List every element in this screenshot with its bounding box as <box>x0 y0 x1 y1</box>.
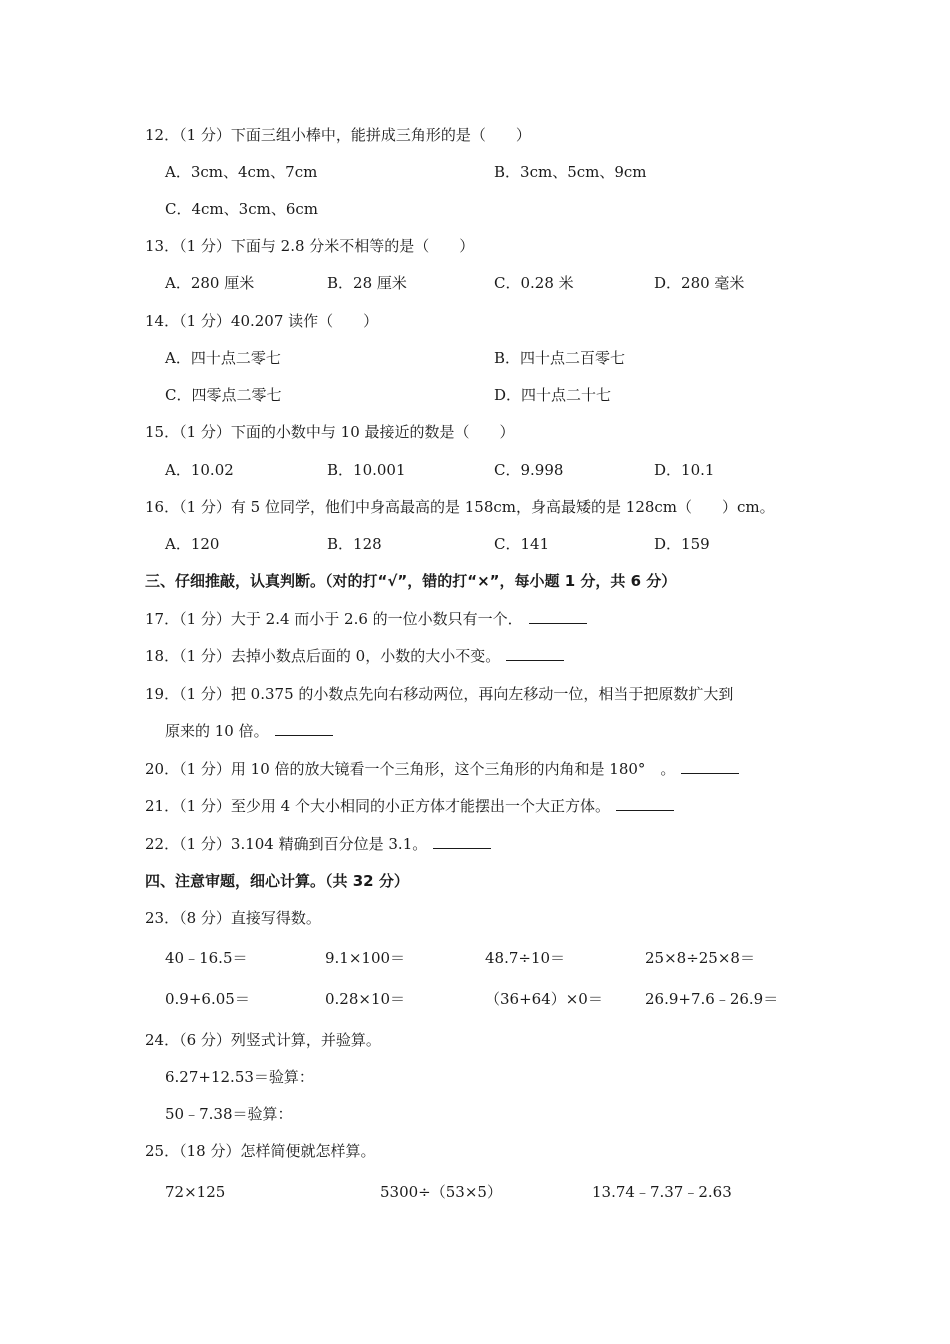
question-13-option-c: C．0.28 米 <box>494 274 574 292</box>
calc-item: 0.28×10＝ <box>325 990 406 1008</box>
question-14-option-a: A．四十点二零七 <box>165 349 281 367</box>
question-13-stem: 13．（1 分）下面与 2.8 分米不相等的是（ ） <box>145 237 475 255</box>
question-24-item-2: 50﹣7.38＝验算： <box>165 1105 293 1123</box>
question-20 <box>145 759 739 779</box>
question-23-stem: 23．（8 分）直接写得数。 <box>145 909 321 927</box>
question-19 <box>145 684 733 704</box>
calc-item: 0.9+6.05＝ <box>165 990 250 1008</box>
calc-item: 26.9+7.6﹣26.9＝ <box>645 990 779 1008</box>
question-14-option-c: C．四零点二零七 <box>165 386 282 404</box>
calc-item: 9.1×100＝ <box>325 949 406 967</box>
calc-item: （36+64）×0＝ <box>485 990 603 1008</box>
question-16-option-c: C．141 <box>494 535 550 553</box>
answer-blank[interactable] <box>529 609 587 624</box>
question-15-option-c: C．9.998 <box>494 461 564 479</box>
question-14-option-d: D．四十点二十七 <box>494 386 612 404</box>
answer-blank[interactable] <box>433 834 491 849</box>
question-24-stem: 24．（6 分）列竖式计算，并验算。 <box>145 1031 381 1049</box>
question-14-option-b: B．四十点二百零七 <box>494 349 626 367</box>
question-13-option-a: A．280 厘米 <box>165 274 255 292</box>
question-13-option-b: B．28 厘米 <box>327 274 407 292</box>
question-14-stem: 14．（1 分）40.207 读作（ ） <box>145 312 379 330</box>
question-22-text: 22．（1 分）3.104 精确到百分位是 3.1。 <box>145 835 428 853</box>
answer-blank[interactable] <box>681 759 739 774</box>
question-13-option-d: D．280 毫米 <box>654 274 745 292</box>
question-15-option-d: D．10.1 <box>654 461 715 479</box>
question-12-option-a: A．3cm、4cm、7cm <box>165 163 318 181</box>
question-22 <box>145 834 491 854</box>
calc-item: 5300÷（53×5） <box>380 1183 502 1201</box>
question-21-text: 21．（1 分）至少用 4 个大小相同的小正方体才能摆出一个大正方体。 <box>145 797 610 815</box>
question-12-option-c: C．4cm、3cm、6cm <box>165 200 318 218</box>
answer-blank[interactable] <box>506 646 564 661</box>
question-12-stem: 12．（1 分）下面三组小棒中，能拼成三角形的是（ ） <box>145 126 531 144</box>
question-19-text-cont: 原来的 10 倍。 <box>165 722 269 740</box>
question-19-continued <box>165 721 333 741</box>
calc-item: 48.7÷10＝ <box>485 949 566 967</box>
question-16-stem: 16．（1 分）有 5 位同学，他们中身高最高的是 158cm，身高最矮的是 128cm（ ）cm。 <box>145 498 775 516</box>
answer-blank[interactable] <box>275 721 333 736</box>
question-19-text: 19．（1 分）把 0.375 的小数点先向右移动两位，再向左移动一位，相当于把原数扩大到 <box>145 685 734 703</box>
answer-blank[interactable] <box>616 796 674 811</box>
calc-item: 72×125 <box>165 1183 226 1201</box>
calc-item: 25×8÷25×8＝ <box>645 949 755 967</box>
section-4-heading: 四、注意审题，细心计算。（共 32 分） <box>145 872 409 890</box>
question-17 <box>145 609 587 629</box>
question-15-option-b: B．10.001 <box>327 461 406 479</box>
question-20-text: 20．（1 分）用 10 倍的放大镜看一个三角形，这个三角形的内角和是 180° 。 <box>145 760 676 778</box>
question-18-text: 18．（1 分）去掉小数点后面的 0，小数的大小不变。 <box>145 647 501 665</box>
question-15-stem: 15．（1 分）下面的小数中与 10 最接近的数是（ ） <box>145 423 515 441</box>
question-16-option-b: B．128 <box>327 535 382 553</box>
question-21 <box>145 796 674 816</box>
calc-item: 40﹣16.5＝ <box>165 949 248 967</box>
calc-item: 13.74﹣7.37﹣2.63 <box>592 1183 732 1201</box>
question-24-item-1: 6.27+12.53＝验算： <box>165 1068 314 1086</box>
question-25-stem: 25．（18 分）怎样简便就怎样算。 <box>145 1142 376 1160</box>
question-18 <box>145 646 564 666</box>
question-16-option-a: A．120 <box>165 535 220 553</box>
question-16-option-d: D．159 <box>654 535 710 553</box>
question-15-option-a: A．10.02 <box>165 461 234 479</box>
question-17-text: 17．（1 分）大于 2.4 而小于 2.6 的一位小数只有一个． <box>145 610 523 628</box>
section-3-heading: 三、仔细推敲，认真判断。（对的打“√”，错的打“×”，每小题 1 分，共 6 分） <box>145 572 677 590</box>
question-12-option-b: B．3cm、5cm、9cm <box>494 163 647 181</box>
